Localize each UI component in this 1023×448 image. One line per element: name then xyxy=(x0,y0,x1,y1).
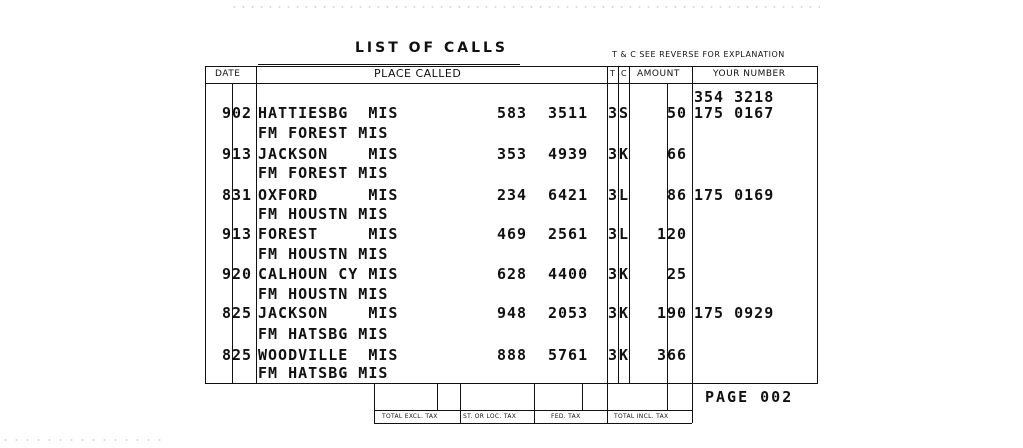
call-c: K xyxy=(619,145,630,163)
call-area-code: 469 xyxy=(497,225,528,243)
amount-column-divider xyxy=(629,66,630,384)
call-place: JACKSON MIS xyxy=(258,145,399,163)
call-c: K xyxy=(619,346,630,364)
call-t: 3 xyxy=(608,304,619,322)
call-area-code: 353 xyxy=(497,145,528,163)
call-origin: FM HOUSTN MIS xyxy=(258,285,389,303)
call-your-number: 175 0167 xyxy=(694,104,775,122)
call-origin: FM HATSBG MIS xyxy=(258,364,389,382)
totals-divider xyxy=(460,384,461,423)
call-place: JACKSON MIS xyxy=(258,304,399,322)
call-date: 920 xyxy=(222,265,253,283)
call-t: 3 xyxy=(608,346,619,364)
explanation-note: T & C SEE REVERSE FOR EXPLANATION xyxy=(612,50,785,59)
call-date: 902 xyxy=(222,104,253,122)
totals-divider xyxy=(582,384,583,410)
call-origin: FM HOUSTN MIS xyxy=(258,245,389,263)
call-amount: 366 xyxy=(657,346,688,364)
call-c: K xyxy=(619,304,630,322)
call-area-code: 583 xyxy=(497,104,528,122)
call-number: 4939 xyxy=(548,145,589,163)
call-place: WOODVILLE MIS xyxy=(258,346,399,364)
header-separator xyxy=(205,83,818,84)
call-origin: FM FOREST MIS xyxy=(258,164,389,182)
call-your-number: 175 0929 xyxy=(694,304,775,322)
call-place: HATTIESBG MIS xyxy=(258,104,399,122)
your-number-value: 354 3218 xyxy=(694,88,775,106)
call-origin: FM HOUSTN MIS xyxy=(258,205,389,223)
call-date: 825 xyxy=(222,304,253,322)
call-area-code: 628 xyxy=(497,265,528,283)
totals-divider xyxy=(607,384,608,423)
totals-bottom-rule xyxy=(374,423,692,424)
page-title: LIST OF CALLS xyxy=(355,40,509,56)
call-t: 3 xyxy=(608,145,619,163)
call-origin: FM FOREST MIS xyxy=(258,124,389,142)
call-amount: 190 xyxy=(657,304,688,322)
call-amount: 25 xyxy=(667,265,688,283)
col-place-called: PLACE CALLED xyxy=(374,67,462,80)
page-number: PAGE 002 xyxy=(705,388,794,406)
totals-divider xyxy=(692,384,693,423)
call-number: 2053 xyxy=(548,304,589,322)
call-amount: 66 xyxy=(667,145,688,163)
call-c: K xyxy=(619,265,630,283)
call-amount: 50 xyxy=(667,104,688,122)
call-c: L xyxy=(619,225,630,243)
call-amount: 120 xyxy=(657,225,688,243)
call-place: OXFORD MIS xyxy=(258,186,399,204)
call-amount: 86 xyxy=(667,186,688,204)
call-area-code: 234 xyxy=(497,186,528,204)
call-number: 2561 xyxy=(548,225,589,243)
call-number: 5761 xyxy=(548,346,589,364)
call-t: 3 xyxy=(608,265,619,283)
totals-top-rule xyxy=(374,410,692,411)
st-loc-tax-label: ST. OR LOC. TAX xyxy=(463,413,517,420)
scan-noise-bottom xyxy=(0,436,170,444)
totals-divider xyxy=(667,384,668,410)
call-area-code: 948 xyxy=(497,304,528,322)
call-c: S xyxy=(619,104,630,122)
date-column-divider xyxy=(256,66,257,384)
col-amount: AMOUNT xyxy=(637,69,680,79)
col-date: DATE xyxy=(215,69,241,79)
call-number: 3511 xyxy=(548,104,589,122)
scan-noise-top xyxy=(230,4,820,10)
call-t: 3 xyxy=(608,186,619,204)
col-c: C xyxy=(621,69,628,78)
total-incl-tax-label: TOTAL INCL. TAX xyxy=(614,413,669,420)
total-excl-tax-label: TOTAL EXCL. TAX xyxy=(382,413,438,420)
call-number: 6421 xyxy=(548,186,589,204)
call-area-code: 888 xyxy=(497,346,528,364)
col-t: T xyxy=(610,69,616,78)
col-your-number: YOUR NUMBER xyxy=(713,69,786,79)
call-date: 913 xyxy=(222,145,253,163)
call-number: 4400 xyxy=(548,265,589,283)
fed-tax-label: FED. TAX xyxy=(551,413,581,420)
totals-divider xyxy=(437,384,438,410)
call-t: 3 xyxy=(608,104,619,122)
call-c: L xyxy=(619,186,630,204)
title-underline xyxy=(258,64,520,65)
your-number-divider xyxy=(692,66,693,384)
call-place: CALHOUN CY MIS xyxy=(258,265,399,283)
totals-divider xyxy=(534,384,535,423)
call-place: FOREST MIS xyxy=(258,225,399,243)
totals-divider xyxy=(374,384,375,423)
call-date: 831 xyxy=(222,186,253,204)
call-origin: FM HATSBG MIS xyxy=(258,325,389,343)
call-date: 825 xyxy=(222,346,253,364)
call-your-number: 175 0169 xyxy=(694,186,775,204)
call-date: 913 xyxy=(222,225,253,243)
call-t: 3 xyxy=(608,225,619,243)
